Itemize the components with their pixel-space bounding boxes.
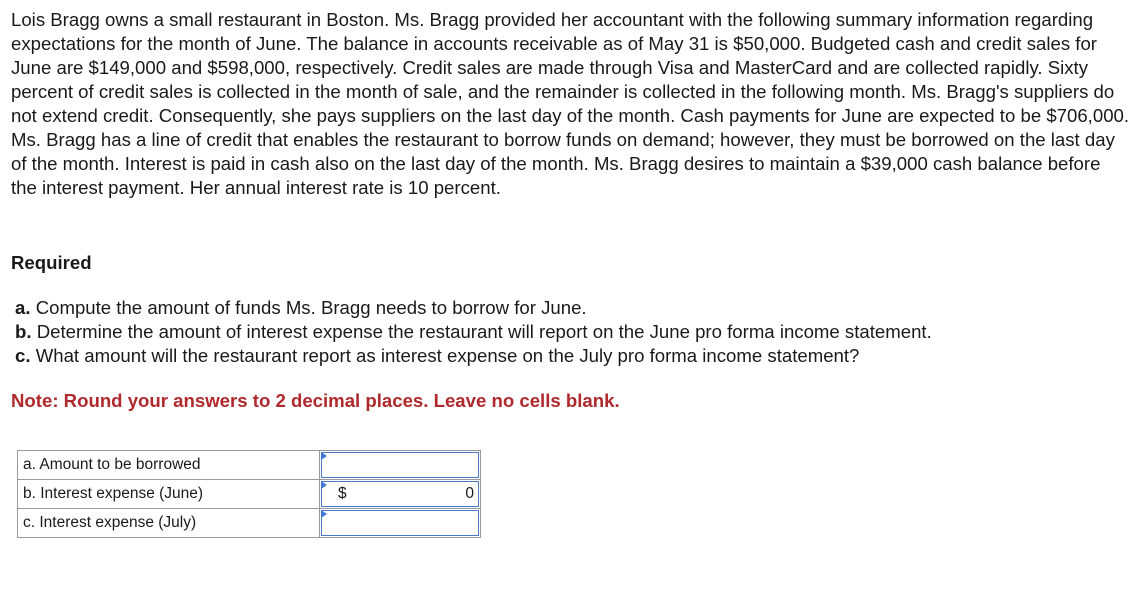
- requirements-list: [15, 296, 932, 368]
- interest-july-input[interactable]: [320, 509, 481, 538]
- input-value[interactable]: 0: [465, 485, 474, 502]
- answer-table: [17, 450, 481, 538]
- requirement-a: [15, 296, 932, 320]
- cell-marker-icon: [321, 452, 327, 460]
- table-row: [18, 509, 481, 538]
- input-border[interactable]: [321, 510, 479, 536]
- table-row: [18, 451, 481, 480]
- cell-marker-icon: [321, 510, 327, 518]
- row-label-interest-june: b. Interest expense (June): [18, 480, 320, 509]
- currency-symbol: $: [338, 485, 347, 502]
- row-label-amount-borrowed: a. Amount to be borrowed: [18, 451, 320, 480]
- requirement-letter: c.: [15, 345, 31, 366]
- row-label-interest-july: c. Interest expense (July): [18, 509, 320, 538]
- cell-marker-icon: [321, 481, 327, 489]
- requirement-c: [15, 344, 932, 368]
- requirement-text: Compute the amount of funds Ms. Bragg needs to borrow for June.: [35, 297, 587, 318]
- rounding-note: Note: Round your answers to 2 decimal places. Leave no cells blank.: [11, 390, 620, 411]
- input-border[interactable]: [321, 452, 479, 478]
- requirement-text: What amount will the restaurant report as interest expense on the July pro forma income statement?: [35, 345, 860, 366]
- table-row: [18, 480, 481, 509]
- requirement-letter: a.: [15, 297, 31, 318]
- amount-borrowed-input[interactable]: [320, 451, 481, 480]
- requirement-b: [15, 320, 932, 344]
- requirement-text: Determine the amount of interest expense the restaurant will report on the June pro forma income statement.: [36, 321, 932, 342]
- problem-statement: Lois Bragg owns a small restaurant in Boston. Ms. Bragg provided her accountant with the following summary information regarding expectations for the month of June. The balance in accounts receivable as of May 31 is $50,000. Budgeted cash and credit sales for June are $149,000 and $598,000, respectively. Credit sales are made through Visa and MasterCard and are collected rapidly. Sixty percent of credit sales is collected in the month of sale, and the remainder is collected in the following month. Ms. Bragg's suppliers do not extend credit. Consequently, she pays suppliers on the last day of the month. Cash payments for June are expected to be $706,000. Ms. Bragg has a line of credit that enables the restaurant to borrow funds on demand; however, they must be borrowed on the last day of the month. Interest is paid in cash also on the last day of the month. Ms. Bragg desires to maintain a $39,000 cash balance before the interest payment. Her annual interest rate is 10 percent.: [11, 9, 1130, 198]
- interest-june-input[interactable]: [320, 480, 481, 509]
- required-heading: Required: [11, 252, 92, 273]
- requirement-letter: b.: [15, 321, 32, 342]
